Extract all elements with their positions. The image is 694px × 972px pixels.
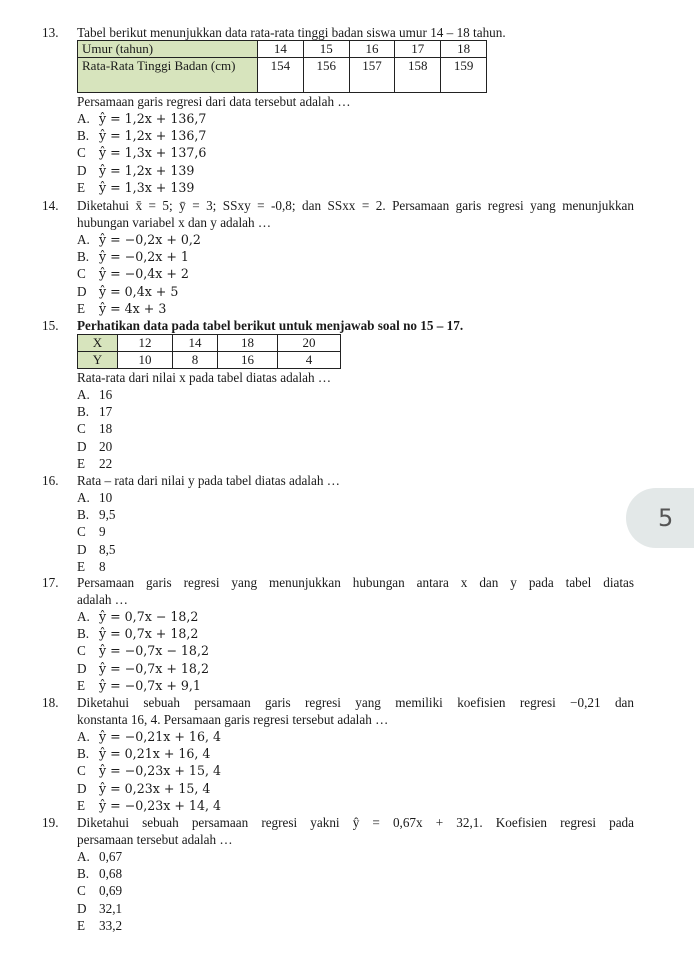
option-a[interactable]: A. ŷ = 1,2x + 136,7 [77, 111, 207, 126]
option-e[interactable]: E ŷ = 1,3x + 139 [77, 179, 195, 195]
table-cell: 154 [258, 58, 304, 93]
option-e[interactable]: E ŷ = 4x + 3 [77, 300, 167, 316]
table-cell: 15 [303, 41, 349, 58]
option-d[interactable]: D 20 [77, 438, 113, 454]
option-e[interactable]: E 22 [77, 455, 113, 471]
table-cell: 159 [441, 58, 487, 93]
options-16 [77, 489, 115, 575]
option-a[interactable]: A. 16 [77, 387, 113, 402]
option-d[interactable]: D ŷ = 1,2x + 139 [77, 162, 195, 178]
table-cell: 10 [118, 352, 173, 369]
question-text-line1: Diketahui sebuah persamaan garis regresi yang memiliki koefisien regresi −0,21 dan [77, 695, 634, 710]
table-cell: 18 [218, 335, 278, 352]
option-b[interactable]: B. ŷ = −0,2x + 1 [77, 249, 189, 265]
option-c[interactable]: C 0,69 [77, 883, 123, 899]
option-d[interactable]: D ŷ = 0,4x + 5 [77, 283, 179, 299]
option-e[interactable]: E ŷ = −0,23x + 14, 4 [77, 797, 221, 813]
option-c[interactable]: C 18 [77, 421, 113, 437]
option-b[interactable]: B. 17 [77, 404, 113, 420]
table-cell: 16 [349, 41, 395, 58]
table-cell: 16 [218, 352, 278, 369]
page-number: 5 [658, 504, 674, 532]
option-c[interactable]: C ŷ = −0,23x + 15, 4 [77, 763, 221, 779]
option-a[interactable]: A. ŷ = 0,7x − 18,2 [77, 609, 199, 624]
table-cell: 157 [349, 58, 395, 93]
question-text-line2: konstanta 16, 4. Persamaan garis regresi tersebut adalah … [77, 712, 389, 727]
table-cell: 14 [258, 41, 304, 58]
question-number: 17. [42, 575, 59, 590]
table-cell: 8 [173, 352, 218, 369]
question-text-line1: Diketahui sebuah persamaan regresi yakni ŷ = 0,67x + 32,1. Koefisien regresi pada [77, 815, 634, 830]
table-cell: 18 [441, 41, 487, 58]
option-e[interactable]: E 33,2 [77, 917, 123, 933]
option-d[interactable]: D 8,5 [77, 541, 116, 557]
table-cell: 12 [118, 335, 173, 352]
table-cell: 14 [173, 335, 218, 352]
options-13 [77, 110, 206, 196]
option-b[interactable]: B. ŷ = 1,2x + 136,7 [77, 128, 207, 144]
table-cell: 17 [395, 41, 441, 58]
option-a[interactable]: A. 10 [77, 490, 113, 505]
options-18 [77, 728, 221, 814]
option-d[interactable]: D 32,1 [77, 900, 123, 916]
question-text-line1: Persamaan garis regresi yang menunjukkan hubungan antara x dan y pada tabel diatas [77, 575, 634, 590]
option-a[interactable]: A. ŷ = −0,21x + 16, 4 [77, 729, 221, 744]
question-text-line2: persamaan tersebut adalah … [77, 832, 233, 847]
question-number: 18. [42, 695, 59, 710]
question-number: 19. [42, 815, 59, 830]
option-b[interactable]: B. 0,68 [77, 866, 123, 882]
question-text-line2: hubungan variabel x dan y adalah … [77, 215, 272, 230]
question-number: 16. [42, 473, 59, 488]
table-cell: 4 [278, 352, 341, 369]
option-d[interactable]: D ŷ = −0,7x + 18,2 [77, 660, 209, 676]
question-text: Rata – rata dari nilai y pada tabel diatas adalah … [77, 473, 340, 488]
options-19 [77, 848, 122, 934]
question-number: 13. [42, 25, 59, 40]
option-a[interactable]: A. 0,67 [77, 849, 123, 864]
y-label: Y [78, 352, 118, 369]
page-number-badge [626, 488, 694, 548]
options-15 [77, 386, 112, 472]
height-table [77, 40, 487, 93]
xy-table [77, 334, 341, 369]
option-c[interactable]: C ŷ = −0,7x − 18,2 [77, 643, 209, 659]
question-text-line1: Diketahui x̄ = 5; ȳ = 3; SSxy = -0,8; dan SSxx = 2. Persamaan garis regresi yang menunjukkan [77, 198, 634, 213]
row-header-age: Umur (tahun) [78, 41, 258, 58]
question-number: 15. [42, 318, 59, 333]
option-c[interactable]: C ŷ = 1,3x + 137,6 [77, 145, 207, 161]
option-c[interactable]: C ŷ = −0,4x + 2 [77, 266, 189, 282]
option-b[interactable]: B. 9,5 [77, 507, 116, 523]
question-followup: Rata-rata dari nilai x pada tabel diatas adalah … [77, 370, 332, 385]
option-e[interactable]: E 8 [77, 558, 106, 574]
table-cell: 156 [303, 58, 349, 93]
row-header-height: Rata-Rata Tinggi Badan (cm) [78, 58, 258, 93]
question-text: Tabel berikut menunjukkan data rata-rata tinggi badan siswa umur 14 – 18 tahun. [77, 25, 506, 40]
table-cell: 158 [395, 58, 441, 93]
option-d[interactable]: D ŷ = 0,23x + 15, 4 [77, 780, 211, 796]
x-label: X [78, 335, 118, 352]
option-b[interactable]: B. ŷ = 0,7x + 18,2 [77, 626, 199, 642]
options-14 [77, 231, 201, 317]
option-c[interactable]: C 9 [77, 524, 106, 540]
option-a[interactable]: A. ŷ = −0,2x + 0,2 [77, 232, 201, 247]
question-followup: Persamaan garis regresi dari data tersebut adalah … [77, 94, 351, 109]
question-text: Perhatikan data pada tabel berikut untuk menjawab soal no 15 – 17. [77, 318, 464, 333]
option-b[interactable]: B. ŷ = 0,21x + 16, 4 [77, 746, 211, 762]
table-cell: 20 [278, 335, 341, 352]
question-text-line2: adalah … [77, 592, 128, 607]
options-17 [77, 608, 209, 694]
question-number: 14. [42, 198, 59, 213]
option-e[interactable]: E ŷ = −0,7x + 9,1 [77, 677, 201, 693]
